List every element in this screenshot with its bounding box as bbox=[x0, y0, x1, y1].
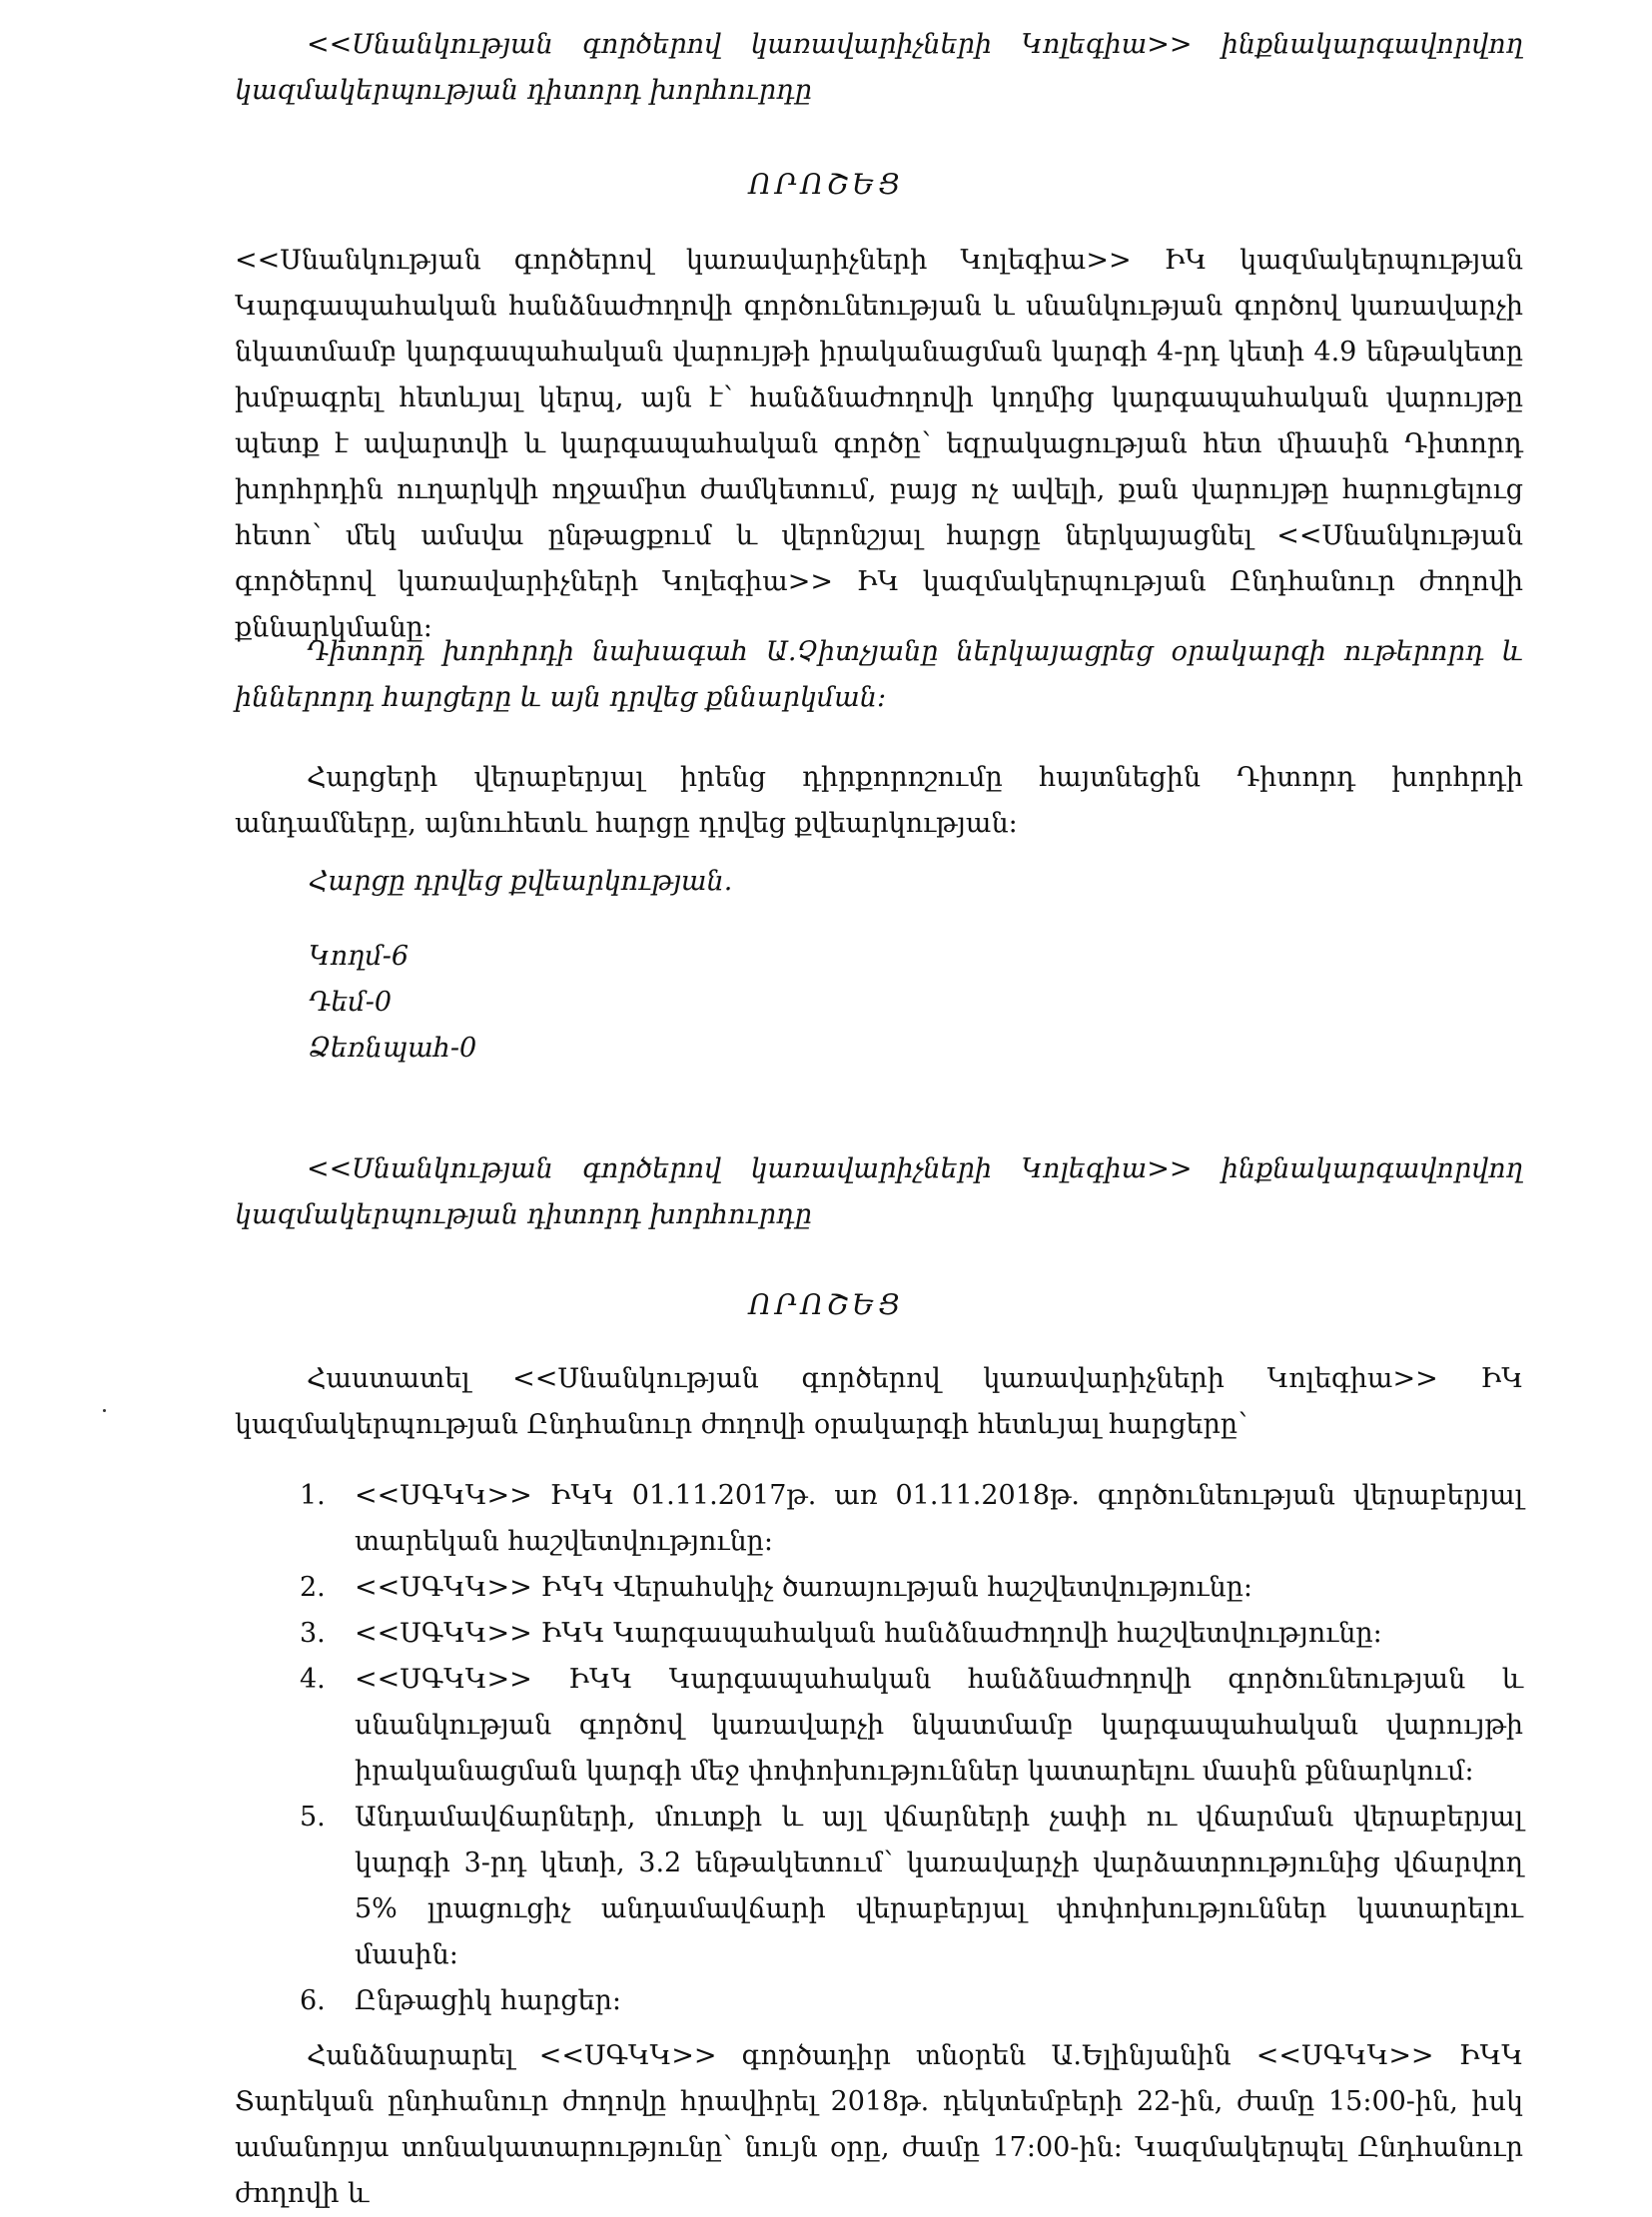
section1-title: ՈՐՈՇԵՑ bbox=[748, 168, 904, 201]
vote-abstain: Ձեռնպահ-0 bbox=[309, 1033, 477, 1064]
agenda-item-number: 2. bbox=[300, 1572, 326, 1603]
section1-header bbox=[235, 22, 1523, 114]
vote-against: Դեմ-0 bbox=[309, 987, 392, 1018]
presentation-text: Դիտորդ խորհրդի նախագահ Ա.Չիտչյանը ներկայացրեց օրակարգի ութերորդ և իններորդ հարցերը և այն դրվեց քննարկման: bbox=[235, 636, 1523, 713]
vote-results bbox=[309, 934, 1597, 1072]
vote-for: Կողմ-6 bbox=[309, 941, 410, 972]
agenda-item-number: 5. bbox=[300, 1802, 326, 1833]
agenda-item bbox=[300, 1657, 1523, 1795]
agenda-item-number: 3. bbox=[300, 1618, 326, 1649]
agenda-item-text: Ընթացիկ հարցեր: bbox=[355, 1985, 622, 2016]
agenda-item-text: <<ՍԳԿԿ>> ԻԿԿ 01.11.2017թ. առ 01.11.2018թ. գործունեության վերաբերյալ տարեկան հաշվետվությունը: bbox=[355, 1480, 1523, 1557]
agenda-item-number: 6. bbox=[300, 1985, 326, 2016]
agenda-item bbox=[300, 1795, 1523, 1978]
agenda-item bbox=[300, 1473, 1523, 1565]
section2-header-text: <<Սնանկության գործերով կառավարիչների Կոլեգիա>> ինքնակարգավորվող կազմակերպության դիտորդ խորհուրդը bbox=[235, 1153, 1523, 1230]
section2-title: ՈՐՈՇԵՑ bbox=[748, 1288, 904, 1321]
agenda-item bbox=[300, 1611, 1523, 1657]
section1-decision bbox=[235, 238, 1523, 651]
vote-heading: Հարցը դրվեց քվեարկության. bbox=[309, 866, 733, 897]
agenda-item-text: <<ՍԳԿԿ>> ԻԿԿ Կարգապահական հանձնաժողովի գործունեության և սնանկության գործով կառավարչի նկատմամբ կարգապահական վարույթի իրականացման կարգի մեջ փոփոխություններ կատարելու մասին քննարկում: bbox=[355, 1664, 1523, 1787]
opinions-text: Հարցերի վերաբերյալ իրենց դիրքորոշումը հայտնեցին Դիտորդ խորհրդի անդամները, այնուհետև հարցը դրվեց քվեարկության: bbox=[235, 762, 1523, 839]
agenda-item-text: <<ՍԳԿԿ>> ԻԿԿ Կարգապահական հանձնաժողովի հաշվետվությունը: bbox=[355, 1618, 1382, 1649]
section1-header-text: <<Սնանկության գործերով կառավարիչների Կոլեգիա>> ինքնակարգավորվող կազմակերպության դիտորդ խորհուրդը bbox=[235, 29, 1523, 106]
section2-intro bbox=[235, 1356, 1523, 1448]
agenda-item-text: Անդամավճարների, մուտքի և այլ վճարների չափի ու վճարման վերաբերյալ կարգի 3-րդ կետի, 3.2 ենթակետում՝ կառավարչի վարձատրությունից վճարվող 5% լրացուցիչ անդամավճարի վերաբերյալ փոփոխություններ կատարելու մասին: bbox=[355, 1802, 1523, 1970]
agenda-item-number: 1. bbox=[300, 1480, 326, 1511]
vote-block bbox=[309, 859, 1597, 905]
agenda-item-text: <<ՍԳԿԿ>> ԻԿԿ Վերահսկիչ ծառայության հաշվետվությունը: bbox=[355, 1572, 1252, 1603]
closing-paragraph bbox=[235, 2033, 1523, 2217]
section2-header bbox=[235, 1146, 1523, 1238]
agenda-item bbox=[300, 1565, 1523, 1611]
opinions-paragraph bbox=[235, 755, 1523, 847]
section1-decision-text: <<Սնանկության գործերով կառավարիչների Կոլեգիա>> ԻԿ կազմակերպության Կարգապահական հանձնաժողովի գործունեության և սնանկության գործով կառավարչի նկատմամբ կարգապահական վարույթի իրականացման կարգի 4-րդ կետի 4.9 ենթակետը խմբագրել հետևյալ կերպ, այն է՝ հանձնաժողովի կողմից կարգապահական վարույթը պետք է ավարտվի և կարգապահական գործը՝ եզրակացության հետ միասին Դիտորդ խորհրդին ուղարկվի ողջամիտ ժամկետում, բայց ոչ ավելի, քան վարույթը հարուցելուց հետո՝ մեկ ամսվա ընթացքում և վերոնշյալ հարցը ներկայացնել <<Սնանկության գործերով կառավարիչների Կոլեգիա>> ԻԿ կազմակերպության Ընդհանուր ժողովի քննարկմանը: bbox=[235, 245, 1523, 643]
closing-text: Հանձնարարել <<ՍԳԿԿ>> գործադիր տնօրեն Ա.Ելինյանին <<ՍԳԿԿ>> ԻԿԿ Տարեկան ընդհանուր ժողովը հրավիրել 2018թ. դեկտեմբերի 22-ին, ժամը 15:00-ին, իսկ ամանորյա տոնակատարությունը՝ նույն օրը, ժամը 17:00-ին: Կազմակերպել Ընդհանուր ժողովի և bbox=[235, 2040, 1523, 2209]
agenda-list bbox=[300, 1473, 1523, 2024]
scan-speck bbox=[103, 1409, 106, 1412]
section2-intro-text: Հաստատել <<Սնանկության գործերով կառավարիչների Կոլեգիա>> ԻԿ կազմակերպության Ընդհանուր ժողովի օրակարգի հետևյալ հարցերը՝ bbox=[235, 1363, 1523, 1440]
presentation-paragraph bbox=[235, 629, 1523, 721]
agenda-item bbox=[300, 1978, 1523, 2024]
agenda-item-number: 4. bbox=[300, 1664, 326, 1695]
